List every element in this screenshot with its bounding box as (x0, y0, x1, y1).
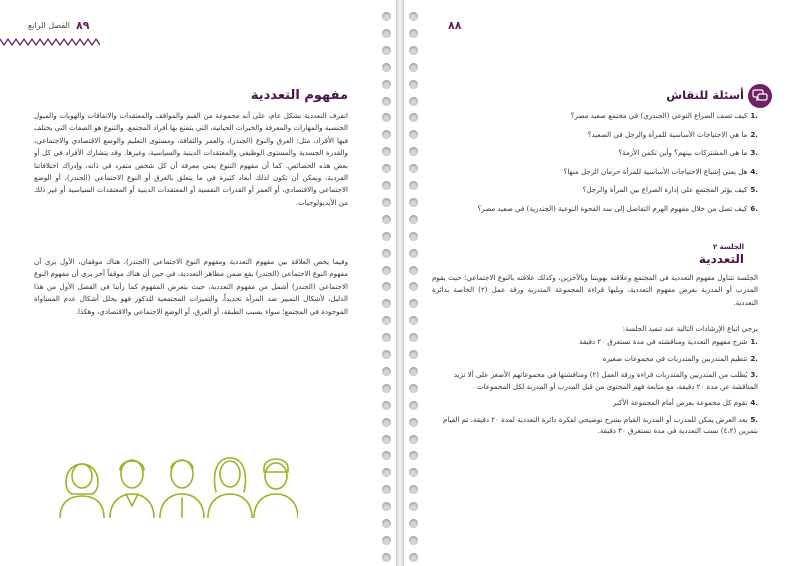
list-item: .4هل يعني إشباع الاحتياجات الأساسية للمرأة حرمان الرجل منها؟ (563, 166, 758, 176)
binding-hole (378, 113, 422, 123)
right-page (404, 0, 800, 566)
binding-hole (378, 147, 422, 157)
person-headscarf-icon (60, 464, 104, 518)
binding-hole (378, 468, 422, 478)
right-page-number: ٨٨ (448, 19, 462, 32)
binding-hole (378, 249, 422, 259)
list-item: .5كيف يؤثر المجتمع على إدارة الصراع بين المرأة والرجل؟ (582, 185, 758, 194)
binding-hole (378, 316, 422, 326)
binding-hole (378, 130, 422, 140)
list-item: .4تقوم كل مجموعة بعرض أمام المجموعة الأكبر (613, 398, 758, 407)
binding-hole (378, 282, 422, 292)
binding-hole (378, 367, 422, 377)
spiral-binding (378, 0, 422, 566)
left-page (0, 0, 396, 566)
session-label: الجلسة ٢ (712, 243, 744, 251)
binding-hole (378, 502, 422, 512)
chat-bubbles-icon (748, 84, 772, 108)
discussion-questions-list (438, 110, 758, 221)
person-man-icon (110, 460, 154, 518)
session-title: التعددية (698, 252, 744, 266)
list-item: .1شرح مفهوم التعددية ومناقشته في مدة تستغرق ٢٠ دقيقة (579, 337, 758, 346)
pluralism-paragraph-2: وفيما يخص العلاقة بين مفهوم التعددية ومفهوم النوع الاجتماعي (الجندر)، هناك موقفان، الأول يرى أن مفهوم النوع الاجتماعي (الجندر) يقع ضمن مظاهر التعددية، في حين أن هناك موقفاً آخر يرى أن مفهوم النوع الاجتماعي (الجندر) أشمل من مفهوم التعددية، حيث يتعرض المفهوم كما رأينا في الفصل الأول من هذا الدليل، لأشكال التمييز ضد المرأة تحديداً، والتميزات المجتمعية للذكور فهو يحلل أشكال عدم المساواة الموجودة في المجتمع؛ سواء بسبب الطبقة، أو العرق، أو الوضع الاجتماعي والاقتصادي، وهكذا. (34, 257, 348, 316)
binding-hole (378, 519, 422, 529)
binding-hole (378, 46, 422, 56)
people-group-icon (58, 448, 298, 518)
binding-hole (378, 401, 422, 411)
binding-hole (378, 63, 422, 73)
binding-hole (378, 97, 422, 107)
binding-hole (378, 198, 422, 208)
binding-hole (378, 164, 422, 174)
binding-hole (378, 333, 422, 343)
binding-hole (378, 350, 422, 360)
chapter-label: الفصل الرابع (28, 21, 71, 30)
left-page-number: ٨٩ (76, 19, 90, 32)
person-woman-icon (208, 458, 252, 518)
list-item: .1كيف تصف الصراع النوعي (الجندري) في مجتمع صعيد مصر؟ (570, 111, 758, 120)
steps-intro: يرجى اتباع الإرشادات التالية عند تنفيذ الجلسة: (622, 324, 758, 333)
binding-hole (378, 29, 422, 39)
person-man-icon (160, 460, 204, 518)
binding-hole (378, 451, 422, 461)
pluralism-concept-title: مفهوم التعددية (250, 88, 348, 103)
binding-hole (378, 418, 422, 428)
list-item: .3يُطلب من المتدربين والمتدربات قراءة ورقة العمل (٢) ومناقشتها في مجموعاتهم الأصغر على ألا تزيد المناقشة عن مدة ٢٠ دقيقة، مع متابعة فهم المحتوى من قبل المدرب أو المدربة لكل المجموعات (453, 370, 758, 391)
list-item: .3ما هي المشتركات بينهم؟ وأين تكمن الأزمة؟ (618, 148, 758, 157)
list-item: .6كيف تصل من خلال مفهوم الهرم التفاضل إلى سد الفجوة النوعية (الجندرية) في صعيد مصر؟ (477, 203, 758, 213)
binding-hole (378, 266, 422, 276)
binding-hole (378, 435, 422, 445)
discussion-questions-title: أسئلة للنقاش (666, 88, 744, 102)
pluralism-paragraph-1: اتفرف التعددية بشكل عام، على أنه مجموعة من القيم والمواقف والمعتقدات والاتفاقات والهويات والميول الجنسية والمهارات والمعرفة والخبرات الحياتية، التي يتمتع بها أفراد المجتمع. والتنوع هو الصفات التي يختلف فيها الأفراد، مثل: العرق والنوع (الجندر)، والعمر والثقافة، ومستوى التعليم والوضع الاقتصادي والاجتماعي، والقدرة الجسدية والمستوى الوظيفي والمعتقدات الدينية والسياسية، وغيرها. وقد يتشارك الأفراد في كل أو بعض هذه الخصائص. كما أن مفهوم التنوع يعني معرفة أن كل شخص متفرد في ذاته، وإدراك اختلافاتنا الفردية، ويمكن أن تكون لذلك أبعاد كثيرة في ما يتعلق بالعرق أو النوع الاجتماعي (الجندر)، أو الوضع الاجتماعي والاقتصادي، أو العمر أو القدرات النفسية أو المعتقدات الدينية أو المعتقدات السياسية أو غير ذلك من الأيديولوجيات. (34, 111, 348, 207)
list-item: .5بعد العرض يمكن للمدرب أو المدربة القيام بشرح توضيحي لفكرة دائرة التعددية لمدة ٢٠ دقيقة، ثم القيام بتمرين (٤،٢) نسب التعددية في مدة تستغرق ٣٠ دقيقة. (443, 414, 758, 435)
session-steps-list (432, 336, 758, 442)
person-man-icon (254, 459, 298, 518)
session-intro-paragraph: الجلسة تتناول مفهوم التعددية في المجتمع وعلاقته بهويتنا وبالآخرين، وكذلك علاقته بالنوع الاجتماعي؛ حيث يقوم المدرب أو المدربة بعرض مفهوم التعددية، ويليها قراءة المجموعة المتدربة ورقة عمل (٢) الخاصة بدائرة التعددية. (432, 273, 758, 307)
binding-hole (378, 215, 422, 225)
binding-hole (378, 384, 422, 394)
binding-hole (378, 553, 422, 563)
binding-hole (378, 80, 422, 90)
binding-hole (378, 12, 422, 22)
list-item: .2تنظيم المتدربين والمتدربات في مجموعات صغيرة (602, 353, 758, 363)
binding-hole (378, 232, 422, 242)
zigzag-ornament (0, 37, 100, 47)
binding-hole (378, 181, 422, 191)
binding-hole (378, 299, 422, 309)
binding-hole (378, 485, 422, 495)
list-item: .2ما هي الاحتياجات الأساسية للمرأة والرجل في الصعيد؟ (587, 129, 758, 139)
binding-hole (378, 536, 422, 546)
